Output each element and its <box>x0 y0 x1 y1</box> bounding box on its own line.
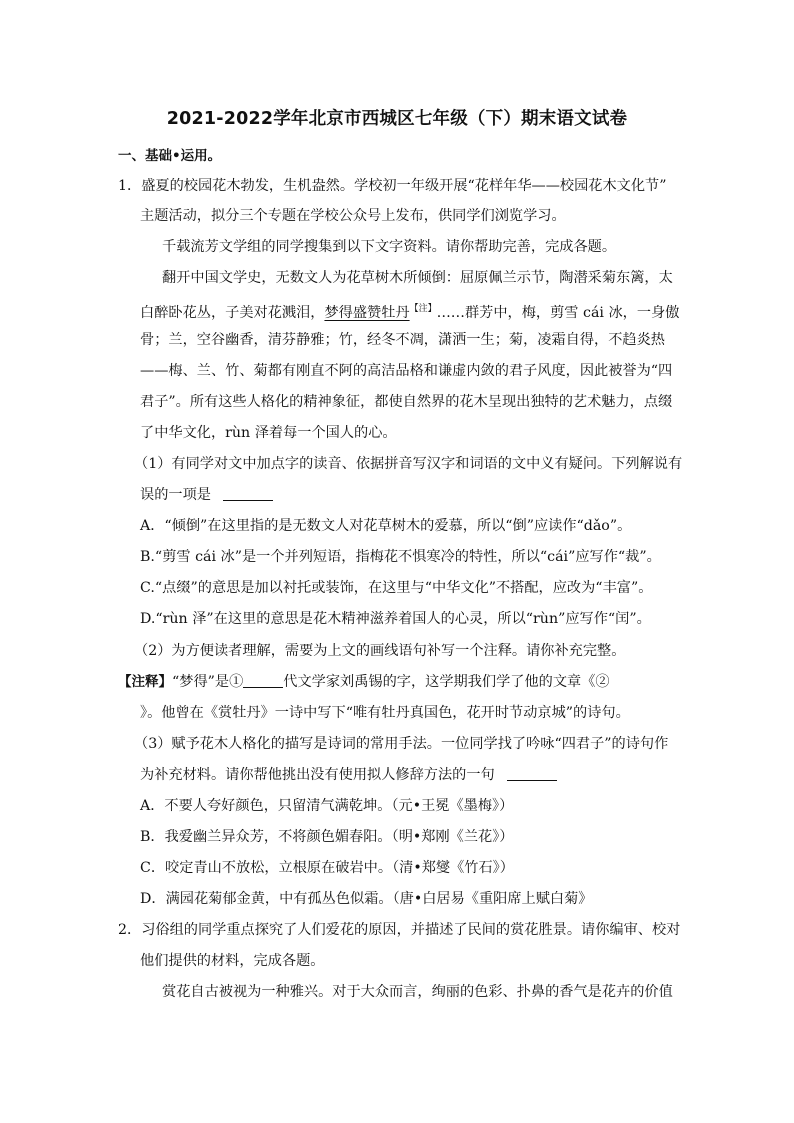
poem-option-c: C．咬定青山不放松，立根原在破岩中。（清•郑燮《竹石》） <box>140 860 514 876</box>
passage-line4: ——梅、兰、竹、菊都有刚直不阿的高洁品格和谦虚内敛的君子风度，因此被誉为“四 <box>140 363 673 379</box>
q1-intro-line1: 1．盛夏的校园花木勃发，生机盎然。学校初一年级开展“花样年华——校园花木文化节” <box>118 178 667 194</box>
sub-question-1-line2 <box>140 485 273 505</box>
answer-blank[interactable] <box>223 486 273 501</box>
poem-option-a: A．不要人夸好颜色，只留清气满乾坤。（元•王冕《墨梅》） <box>140 798 514 814</box>
sub-question-3-line2 <box>140 765 557 785</box>
note-marker: 【注】 <box>409 304 437 314</box>
passage-line1: 翻开中国文学史，无数文人为花草树木所倾倒：屈原佩兰示节，陶潜采菊东篱，太 <box>162 270 673 286</box>
passage-line3: 骨；兰，空谷幽香，清芬静雅；竹，经冬不凋，潇洒一生；菊，凌霜自得，不趋炎热 <box>140 332 665 348</box>
note-blank-1[interactable] <box>243 673 283 688</box>
option-c: C.“点缀”的意思是加以衬托或装饰，在这里与“中华文化”不搭配，应改为“丰富”。 <box>140 580 653 596</box>
note-label: 【注释】 <box>118 674 172 690</box>
q2-passage-line1: 赏花自古被视为一种雅兴。对于大众而言，绚丽的色彩、扑鼻的香气是花卉的价值 <box>162 984 673 1000</box>
note-text-b: 代文学家刘禹锡的字，这学期我们学了他的文章《② <box>283 674 610 690</box>
answer-blank-3[interactable] <box>507 766 557 781</box>
passage-line5: 君子”。所有这些人格化的精神象征，都使自然界的花木呈现出独特的艺术魅力，点缀 <box>140 394 673 410</box>
underlined-phrase: 梦得盛赞牡丹 <box>324 305 410 321</box>
page-title: 2021-2022学年北京市西城区七年级（下）期末语文试卷 <box>166 109 628 129</box>
poem-option-d: D．满园花菊郁金黄，中有孤丛色似霜。（唐•白居易《重阳席上赋白菊》 <box>140 891 593 907</box>
option-d: D.“rùn 泽”在这里的意思是花木精神滋养着国人的心灵，所以“rùn”应写作“闰”。 <box>140 611 651 627</box>
option-a: A．“倾倒”在这里指的是无数文人对花草树木的爱慕，所以“倒”应读作“dǎo”。 <box>140 518 632 534</box>
note-line1 <box>118 672 610 692</box>
q1-intro-line3: 千载流芳文学组的同学搜集到以下文字资料。请你帮助完善，完成各题。 <box>162 239 617 255</box>
sub-question-2: （2）为方便读者理解，需要为上文的画线语句补写一个注释。请你补充完整。 <box>134 643 626 659</box>
section-heading: 一、基础•运用。 <box>118 148 222 164</box>
q1-intro-line2: 主题活动，拟分三个专题在学校公众号上发布，供同学们浏览学习。 <box>140 208 566 224</box>
poem-option-b: B．我爱幽兰异众芳，不将颜色媚春阳。（明•郑刚《兰花》） <box>140 829 514 845</box>
option-b: B.“剪雪 cái 冰”是一个并列短语，指梅花不惧寒冷的特性，所以“cái”应写作“裁”。 <box>140 549 661 565</box>
note-line2: 》。他曾在《赏牡丹》一诗中写下“唯有牡丹真国色，花开时节动京城”的诗句。 <box>140 705 630 721</box>
sub-question-1-line1: （1）有同学对文中加点字的读音、依据拼音写汉字和词语的文中义有疑问。下列解说有 <box>134 456 683 472</box>
passage-line2-start: 白醉卧花丛，子美对花溅泪， <box>140 305 325 321</box>
passage-line6: 了中华文化，rùn 泽着每一个国人的心。 <box>140 425 397 441</box>
sub-question-3-text: 为补充材料。请你帮他挑出没有使用拟人修辞方法的一句 <box>140 767 495 783</box>
passage-line2 <box>140 299 679 323</box>
note-text-a: “梦得”是① <box>172 674 244 690</box>
passage-line2-end: ……群芳中，梅，剪雪 cái 冰，一身傲 <box>436 305 680 321</box>
q2-intro-line1: 2．习俗组的同学重点探究了人们爱花的原因，并描述了民间的赏花胜景。请你编审、校对 <box>118 922 681 938</box>
q2-intro-line2: 他们提供的材料，完成各题。 <box>140 953 325 969</box>
sub-question-1-text: 误的一项是 <box>140 487 211 503</box>
sub-question-3-line1: （3）赋予花木人格化的描写是诗词的常用手法。一位同学找了吟咏“四君子”的诗句作 <box>134 736 669 752</box>
